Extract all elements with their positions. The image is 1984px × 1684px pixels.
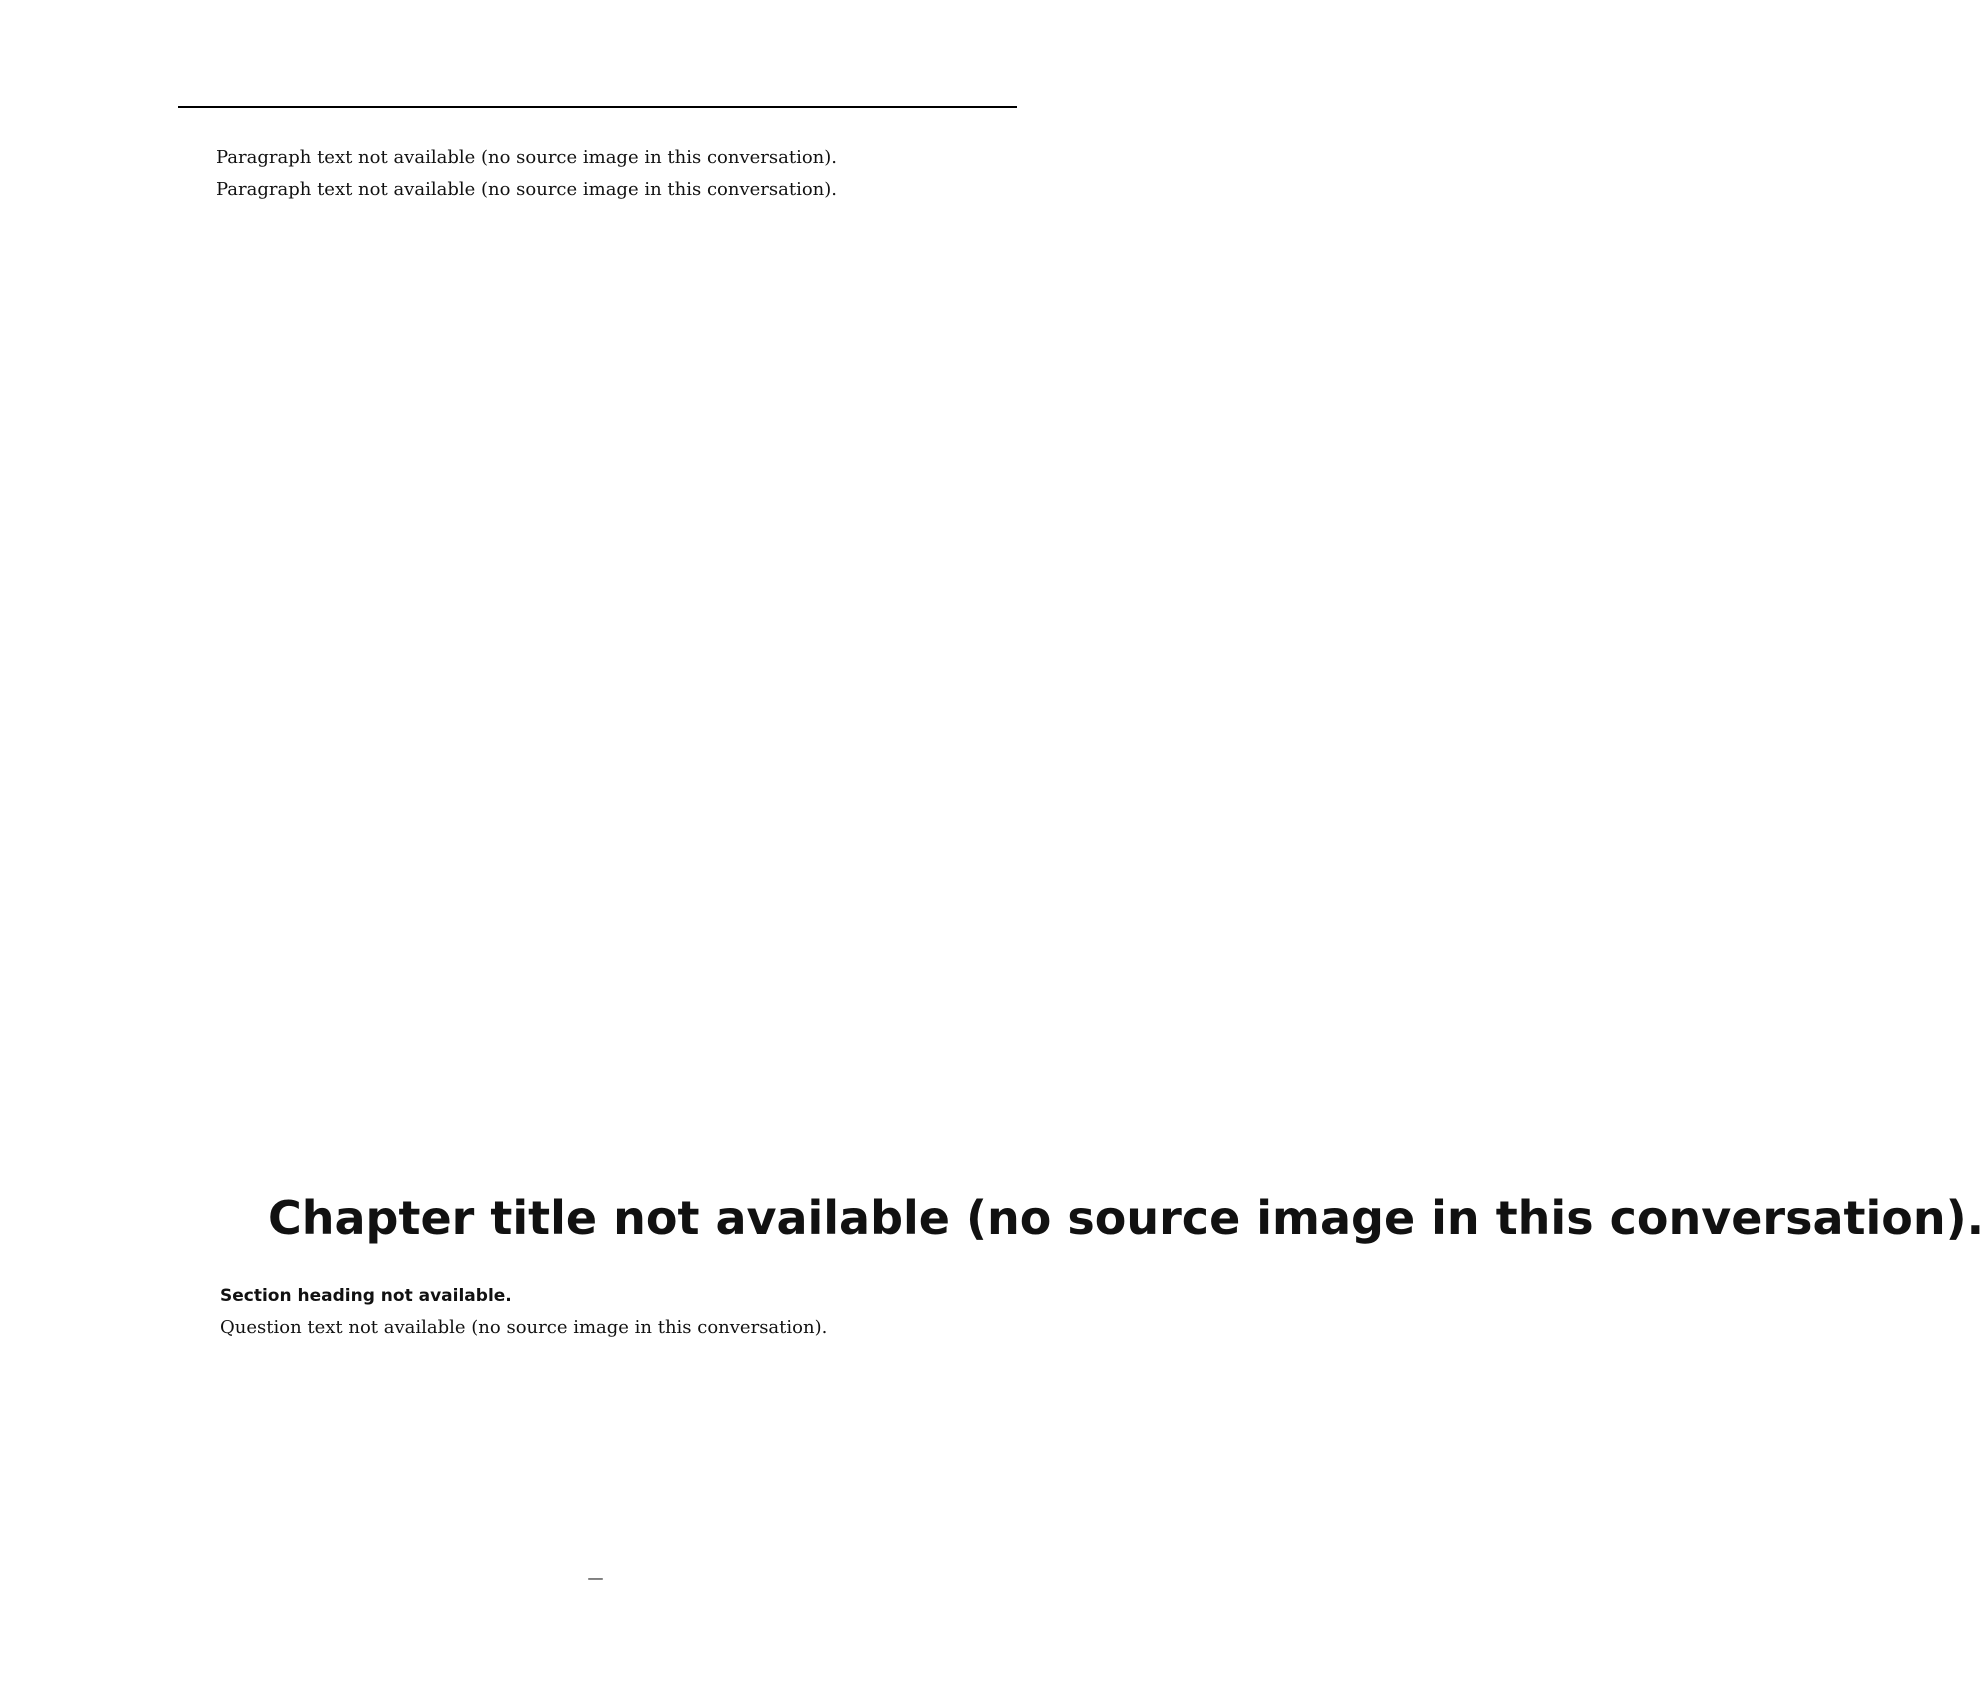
page-number: —: [587, 1568, 604, 1587]
chapter-title: Chapter title not available (no source image in this conversation).: [268, 1191, 1984, 1245]
header-rule: [178, 106, 1017, 108]
section-judgment: [220, 1280, 1020, 1344]
paragraph: Paragraph text not available (no source image in this conversation).: [216, 147, 838, 168]
paragraph: Paragraph text not available (no source image in this conversation).: [216, 179, 838, 200]
body-text: [178, 142, 1018, 206]
question-item: Question text not available (no source image in this conversation).: [220, 1317, 828, 1338]
section-heading: Section heading not available.: [220, 1286, 512, 1306]
